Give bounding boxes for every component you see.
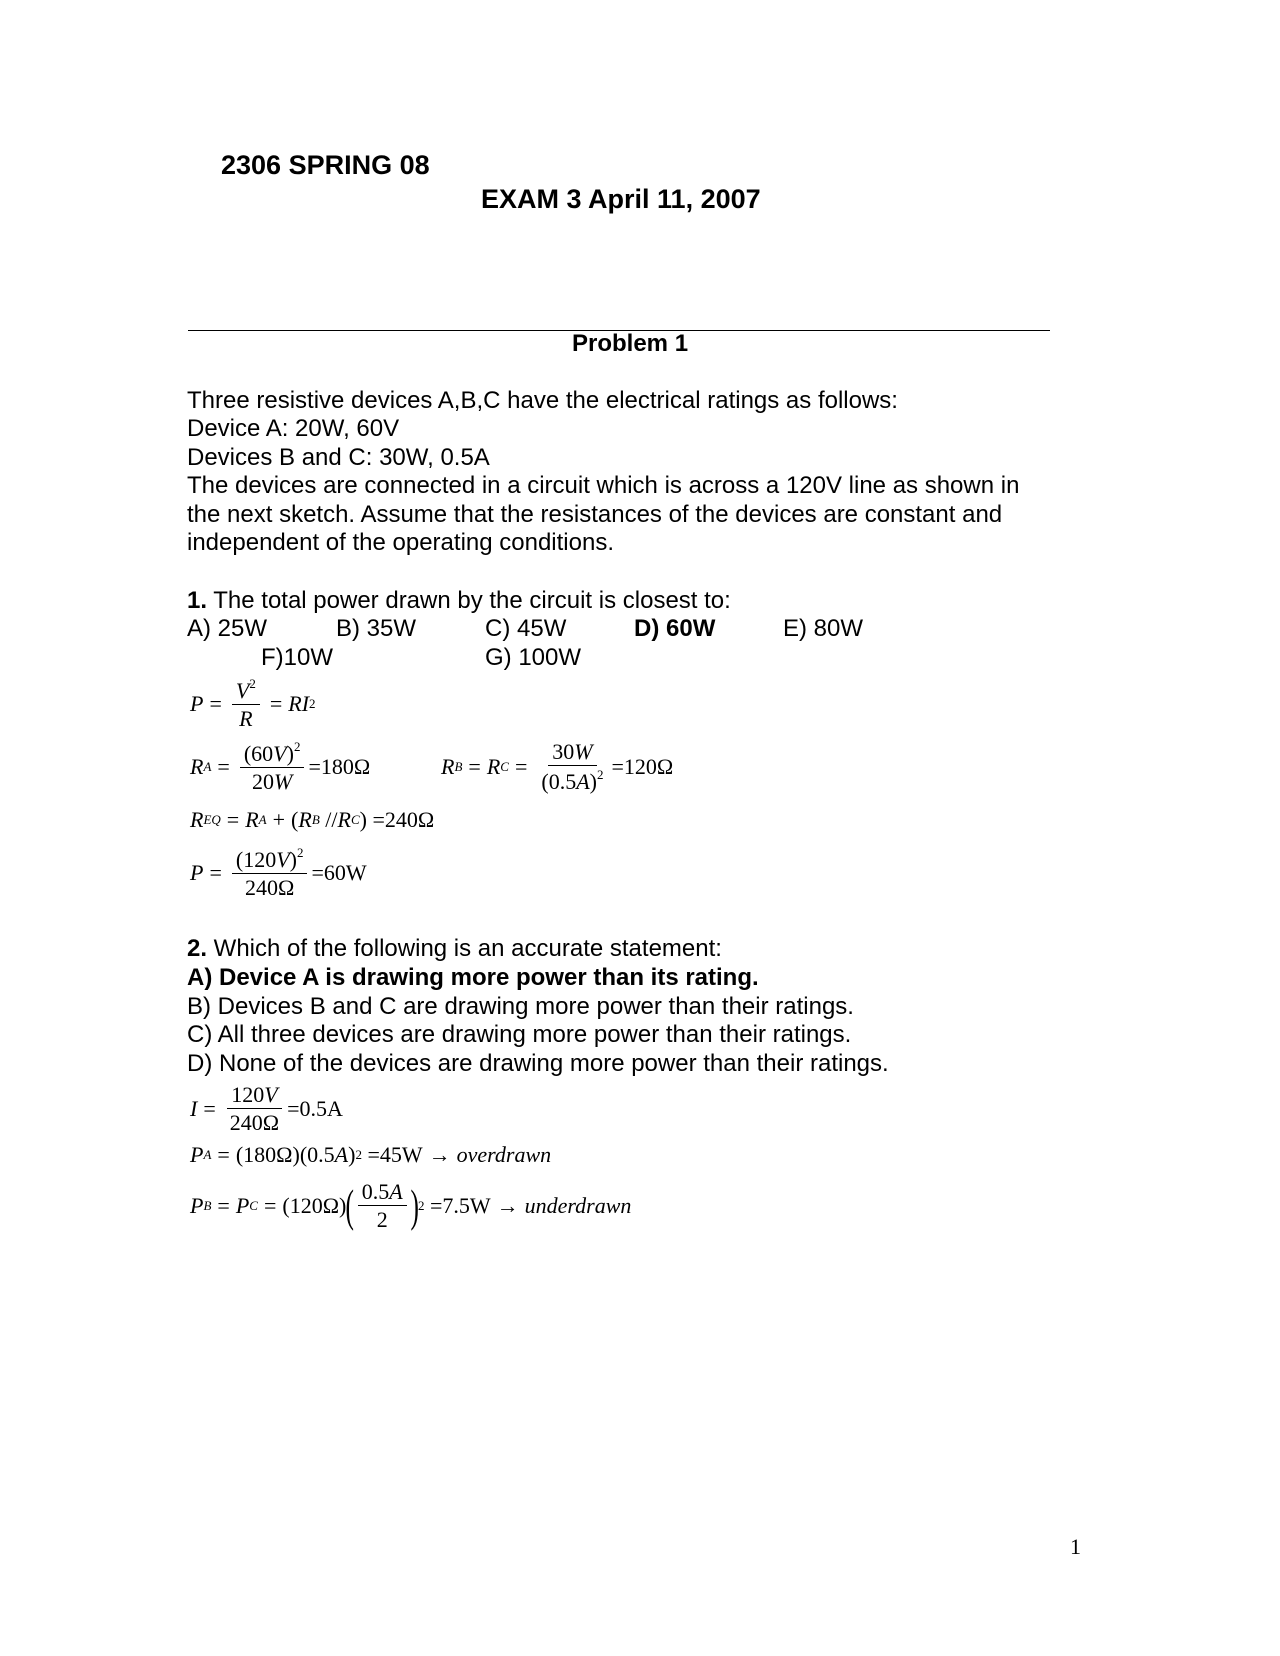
q1-option-a: A) 25W [187, 615, 268, 642]
question-2-text: Which of the following is an accurate statement: [207, 935, 722, 962]
formula-total-power: P = $\frac{(120V)^2}{240\Omega}$ =60W [190, 845, 367, 901]
intro-line-3: Devices B and C: 30W, 0.5A [187, 444, 490, 471]
intro-line-5: the next sketch. Assume that the resistances of the devices are constant and [187, 501, 1003, 528]
q1-option-b: B) 35W [336, 615, 417, 642]
formula-pb-pc: P B = P C = (120Ω) ( $\frac{0.5A}{2}$ ) 2 =7.5W → underdrawn [190, 1179, 632, 1233]
problem-title: Problem 1 [572, 330, 689, 357]
q2-option-b: B) Devices B and C are drawing more power than their ratings. [187, 993, 854, 1020]
intro-line-2: Device A: 20W, 60V [187, 415, 400, 442]
q1-option-g: G) 100W [485, 644, 582, 671]
i-value: =0.5A [287, 1095, 343, 1121]
formula-power: P = $\frac{V^2}{R}$ = RI 2 [190, 676, 316, 732]
formula-pa: P A = (180Ω)(0.5 A ) 2 =45W → overdrawn [190, 1142, 552, 1167]
intro-line-6: independent of the operating conditions. [187, 529, 614, 556]
q1-option-d-correct: D) 60W [634, 615, 716, 642]
formula-rb-rc: R B = R C = $\frac{30W}{(0.5A)^2}$ =120Ω [441, 739, 674, 795]
question-2 [187, 935, 722, 963]
pbc-status: underdrawn [524, 1192, 632, 1218]
rbc-value: =120Ω [611, 753, 674, 779]
intro-line-4: The devices are connected in a circuit which is across a 120V line as shown in [187, 472, 1020, 499]
ra-value: =180Ω [308, 753, 371, 779]
q1-option-f: F)10W [261, 644, 333, 671]
question-1-number: 1. [187, 587, 208, 614]
p-value: =60W [311, 859, 367, 885]
formula-ra: R A = $\frac{(60V)^2}{20W}$ =180Ω [190, 739, 371, 795]
req-value: =240Ω [372, 807, 435, 832]
page-number: 1 [1070, 1534, 1081, 1559]
q2-option-a-correct: A) Device A is drawing more power than its rating. [187, 964, 759, 991]
formula-req: R EQ = R A + ( R B // R C ) =240Ω [190, 807, 435, 832]
q2-option-d: D) None of the devices are drawing more power than their ratings. [187, 1050, 889, 1077]
question-2-number: 2. [187, 935, 208, 962]
q2-option-c: C) All three devices are drawing more power than their ratings. [187, 1021, 852, 1048]
course-title: 2306 SPRING 08 [221, 150, 430, 180]
exam-title: EXAM 3 April 11, 2007 [481, 184, 761, 214]
q1-option-e: E) 80W [783, 615, 864, 642]
intro-line-1: Three resistive devices A,B,C have the electrical ratings as follows: [187, 387, 898, 414]
pbc-value: =7.5W [430, 1192, 491, 1218]
formula-current: I = $\frac{120V}{240\Omega}$ =0.5A [190, 1082, 343, 1136]
question-1-text: The total power drawn by the circuit is closest to: [207, 587, 731, 614]
pa-value: =45W [367, 1142, 423, 1167]
question-1 [187, 587, 731, 615]
q1-option-c: C) 45W [485, 615, 567, 642]
pa-status: overdrawn [456, 1142, 552, 1167]
